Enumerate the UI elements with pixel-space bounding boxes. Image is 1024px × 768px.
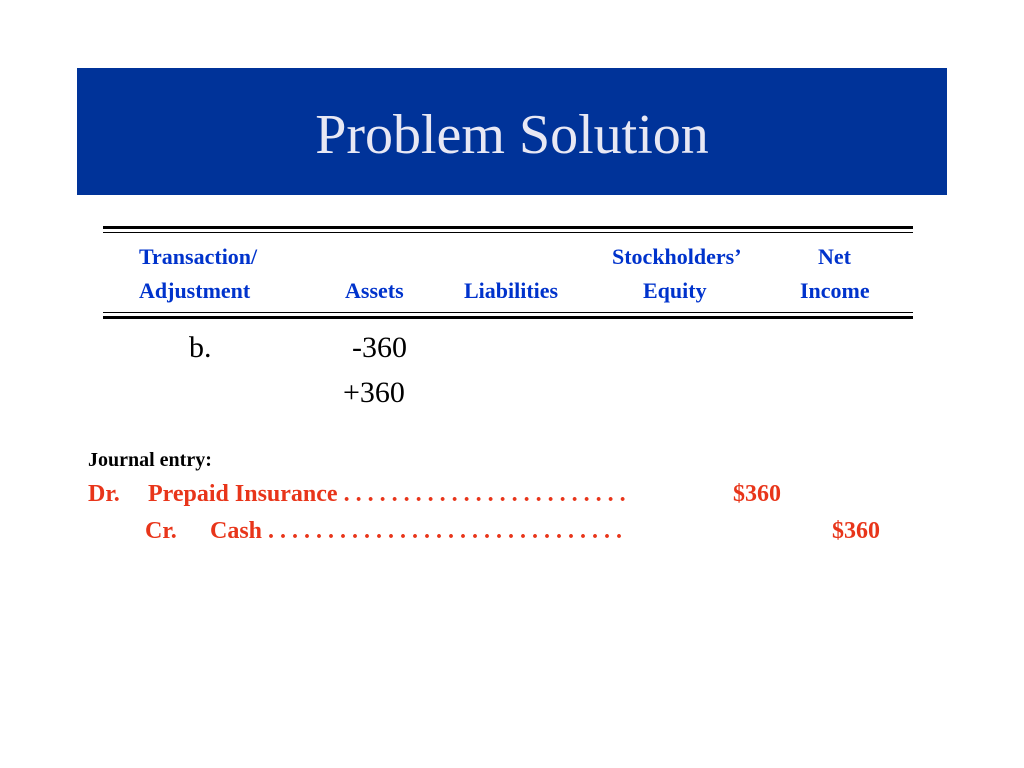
journal-debit-account: Prepaid Insurance [148, 481, 338, 507]
header-transaction-line2: Adjustment [139, 278, 251, 303]
journal-credit-prefix: Cr. [145, 518, 177, 544]
journal-debit-line [148, 476, 626, 512]
table-header-rule-thin [103, 312, 913, 313]
header-net-income-line1: Net [818, 244, 851, 269]
header-net-income-line2: Income [800, 278, 870, 303]
journal-debit-amount: $360 [733, 481, 781, 507]
header-equity-line2: Equity [643, 278, 707, 303]
row-transaction-label: b. [189, 331, 212, 364]
table-top-rule-thick [103, 226, 913, 229]
journal-entry-label: Journal entry: [88, 449, 212, 471]
journal-debit-leader: . . . . . . . . . . . . . . . . . . . . . . . . [343, 481, 626, 507]
journal-credit-leader: . . . . . . . . . . . . . . . . . . . . . . . . . . . . . . [268, 518, 623, 544]
row-assets-value: +360 [343, 376, 405, 409]
table-header-rule-thick [103, 316, 913, 319]
journal-debit-prefix: Dr. [88, 481, 120, 507]
slide-title: Problem Solution [315, 104, 709, 166]
row-assets-value: -360 [352, 331, 407, 364]
header-transaction-line1: Transaction/ [139, 244, 258, 269]
header-liabilities: Liabilities [464, 278, 559, 303]
table-top-rule-thin [103, 232, 913, 233]
journal-credit-amount: $360 [832, 518, 880, 544]
journal-credit-account: Cash [210, 518, 263, 544]
header-equity-line1: Stockholders’ [612, 244, 742, 269]
header-assets: Assets [345, 278, 404, 303]
journal-credit-line [210, 513, 622, 549]
